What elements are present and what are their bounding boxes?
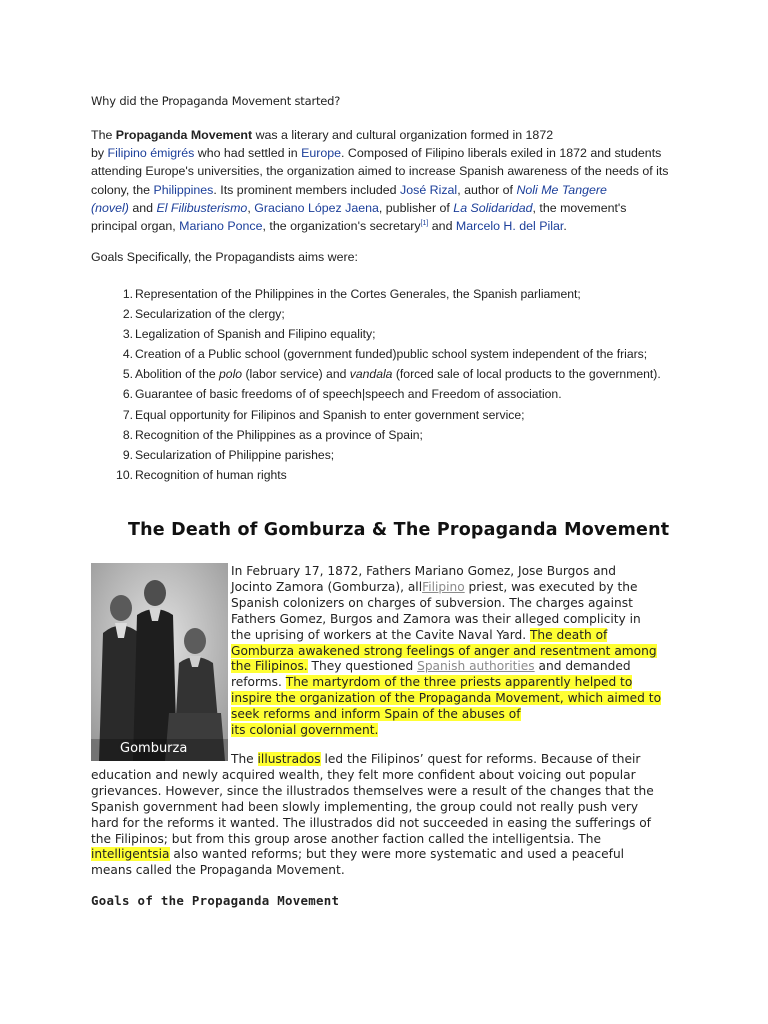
intro-paragraph (91, 126, 691, 235)
link-la-solidaridad[interactable]: La Solidaridad (453, 200, 533, 215)
list-item-text: Creation of a Public school (government funded)public school system independent of the friars; (135, 347, 648, 362)
body-text: Spanish colonizers on charges of subversion. The charges against (231, 595, 633, 610)
body-text: Spanish government had been slowly implementing, the group could not really push very (91, 799, 639, 814)
list-item (91, 405, 661, 425)
intro-text: attending Europe's universities, the organization aimed to increase Spanish awareness of the needs of its (91, 164, 669, 179)
illustrados-paragraph (91, 752, 691, 879)
list-item-italic: vandala (349, 367, 393, 382)
body-text: Fathers Gomez, Burgos and Zamora was their alleged complicity in (231, 611, 641, 626)
highlighted-text: The martyrdom of the three priests apparently helped to (285, 675, 633, 690)
intro-text: The (91, 128, 116, 142)
intro-text: and (428, 219, 456, 234)
body-text: also wanted reforms; but they were more systematic and used a peaceful (169, 847, 625, 862)
list-item-text: Secularization of the clergy; (135, 307, 285, 322)
highlighted-text: illustrados (257, 752, 321, 766)
list-item-text: Secularization of Philippine parishes; (135, 447, 335, 462)
list-number: 5. (122, 367, 133, 382)
goals-intro: Goals Specifically, the Propagandists aims were: (91, 250, 358, 264)
list-number: 1. (122, 287, 133, 301)
list-item (91, 304, 661, 324)
list-number: 4. (122, 347, 133, 362)
intro-text: who had settled in (194, 146, 302, 161)
list-item (91, 324, 661, 344)
link-filipino-emigres[interactable]: Filipino émigrés (107, 146, 195, 161)
section-title: The Death of Gomburza & The Propaganda Movement (128, 520, 670, 540)
list-number: 6. (122, 387, 133, 402)
body-text: led the Filipinos’ quest for reforms. Because of their (320, 752, 641, 766)
intro-text: , the organization's secretary (262, 219, 421, 234)
intro-text: . Its prominent members included (213, 182, 401, 197)
body-text: They questioned (307, 659, 418, 674)
body-text: the uprising of workers at the Cavite Naval Yard. (231, 627, 530, 642)
body-text: and demanded (534, 659, 631, 674)
photo-caption: Gomburza (120, 741, 188, 756)
death-paragraph (231, 564, 691, 739)
list-number: 2. (122, 307, 133, 322)
list-item-text: Representation of the Philippines in the Cortes Generales, the Spanish parliament; (135, 287, 581, 301)
list-item (91, 364, 661, 384)
link-europe[interactable]: Europe (301, 146, 342, 161)
question-heading: Why did the Propaganda Movement started? (91, 94, 341, 108)
body-text: In February 17, 1872, Fathers Mariano Gomez, Jose Burgos and (231, 564, 617, 578)
list-item (91, 384, 661, 404)
intro-bold-term: Propaganda Movement (115, 128, 253, 142)
link-spanish-authorities[interactable]: Spanish authorities (417, 659, 535, 674)
highlighted-text: the Filipinos. (231, 659, 308, 674)
body-text: reforms. (231, 675, 286, 690)
list-item-text: Legalization of Spanish and Filipino equality; (135, 327, 376, 342)
link-mariano-ponce[interactable]: Mariano Ponce (179, 219, 263, 234)
list-item-italic: polo (219, 367, 243, 382)
link-philippines[interactable]: Philippines (153, 182, 214, 197)
list-number: 10. (116, 467, 133, 482)
list-item (91, 465, 661, 485)
list-item (91, 425, 661, 445)
link-noli-me-tangere[interactable]: Noli Me Tangere (516, 182, 607, 197)
list-item (91, 445, 661, 465)
goals-heading: Goals of the Propaganda Movement (91, 893, 340, 908)
highlighted-text: intelligentsia (91, 847, 170, 862)
intro-text: . Composed of Filipino liberals exiled in 1872 and students (341, 146, 662, 161)
intro-text: , the movement's (532, 200, 627, 215)
highlighted-text: its colonial government. (231, 723, 379, 738)
list-number: 9. (122, 447, 133, 462)
goals-list (91, 284, 661, 485)
list-item (91, 284, 661, 304)
body-text: hard for the reforms it wanted. The illustrados did not succeeded in easing the sufferings of (91, 815, 651, 830)
photo-illustration (91, 563, 228, 761)
link-graciano-lopez-jaena[interactable]: Graciano López Jaena (254, 200, 379, 215)
intro-text: . (563, 219, 567, 234)
body-text: the Filipinos; but from this group arose another faction called the intelligentsia. The (91, 831, 601, 846)
intro-text: , publisher of (378, 200, 454, 215)
intro-text: and (128, 200, 157, 215)
highlighted-text: inspire the organization of the Propaganda Movement, which aimed to (231, 691, 662, 706)
list-item-text: Abolition of the (135, 367, 220, 382)
list-number: 3. (122, 327, 133, 342)
link-el-filibusterismo[interactable]: El Filibusterismo (156, 200, 248, 215)
list-item-text: (forced sale of local products to the government). (392, 367, 661, 382)
intro-text: , (247, 200, 255, 215)
body-text: grievances. However, since the illustrados themselves were a result of the changes that the (91, 783, 654, 798)
highlighted-text: The death of (529, 627, 608, 642)
link-filipino[interactable]: Filipino (422, 579, 465, 594)
body-text: education and newly acquired wealth, they felt more confident about voicing out popular (91, 767, 636, 782)
body-text: Jocinto Zamora (Gomburza), all (231, 579, 423, 594)
link-marcelo-del-pilar[interactable]: Marcelo H. del Pilar (455, 219, 564, 234)
body-text: priest, was executed by the (464, 579, 638, 594)
list-item-text: Recognition of human rights (135, 467, 287, 482)
body-text: The (231, 752, 258, 766)
list-item-text: Guarantee of basic freedoms of of speech|speech and Freedom of association. (135, 387, 562, 402)
list-item-text: Recognition of the Philippines as a province of Spain; (135, 427, 423, 442)
list-item (91, 344, 661, 364)
highlighted-text: Gomburza awakened strong feelings of anger and resentment among (231, 643, 657, 658)
link-jose-rizal[interactable]: José Rizal (400, 182, 458, 197)
list-number: 7. (122, 407, 133, 422)
intro-text: by (91, 146, 108, 161)
intro-text: was a literary and cultural organization formed in 1872 (252, 128, 554, 142)
highlighted-text: seek reforms and inform Spain of the abuses of (231, 707, 521, 722)
intro-text: colony, the (91, 182, 154, 197)
list-item-text: (labor service) and (242, 367, 350, 382)
list-item-text: Equal opportunity for Filipinos and Spanish to enter government service; (135, 407, 525, 422)
list-number: 8. (122, 427, 133, 442)
body-text: means called the Propaganda Movement. (91, 863, 345, 878)
link-novel[interactable]: (novel) (91, 200, 129, 215)
intro-text: principal organ, (91, 219, 180, 234)
footnote-ref[interactable]: [1] (420, 219, 429, 227)
intro-text: , author of (457, 182, 517, 197)
gomburza-photo (91, 563, 228, 761)
